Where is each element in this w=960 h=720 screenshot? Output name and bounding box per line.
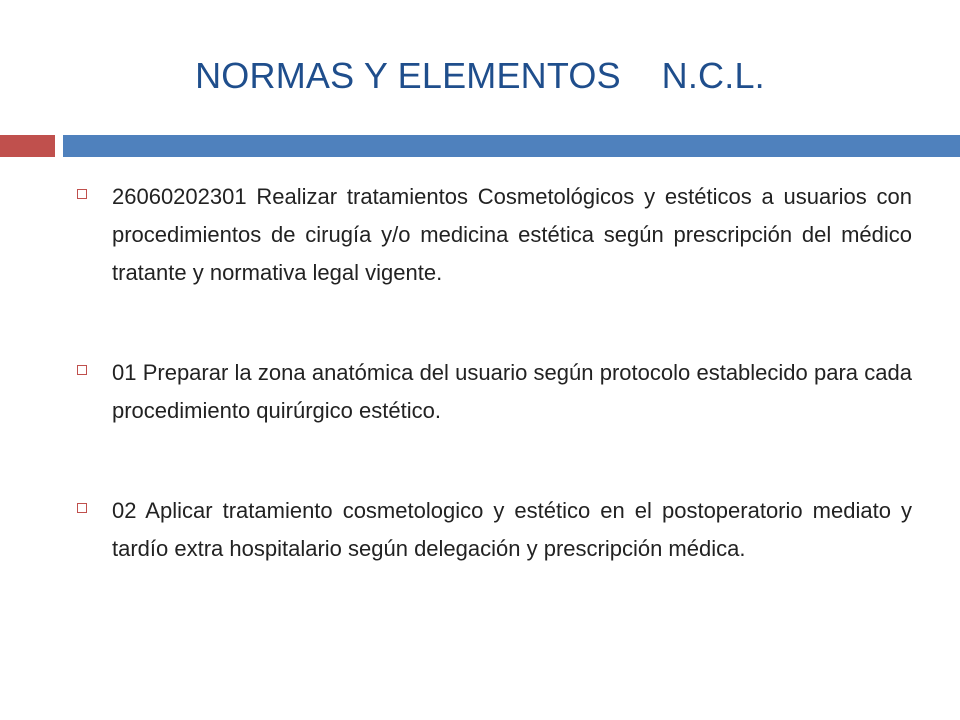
- bullet-list: [72, 178, 912, 568]
- bullet-text: 02 Aplicar tratamiento cosmetologico y estético en el postoperatorio mediato y tardío extra hospitalario según delegación y prescripción médica.: [112, 498, 912, 561]
- bullet-item: [72, 178, 912, 292]
- square-bullet-icon: [77, 365, 87, 375]
- slide-title: NORMAS Y ELEMENTOS N.C.L.: [195, 55, 765, 96]
- bullet-item: [72, 492, 912, 568]
- divider-accent-blue: [63, 135, 960, 157]
- bullet-text: 01 Preparar la zona anatómica del usuario según protocolo establecido para cada procedimiento quirúrgico estético.: [112, 360, 912, 423]
- square-bullet-icon: [77, 503, 87, 513]
- divider-accent-red: [0, 135, 55, 157]
- bullet-item: [72, 354, 912, 430]
- square-bullet-icon: [77, 189, 87, 199]
- bullet-text: 26060202301 Realizar tratamientos Cosmetológicos y estéticos a usuarios con procedimientos de cirugía y/o medicina estética según prescripción del médico tratante y normativa legal vigente.: [112, 184, 912, 285]
